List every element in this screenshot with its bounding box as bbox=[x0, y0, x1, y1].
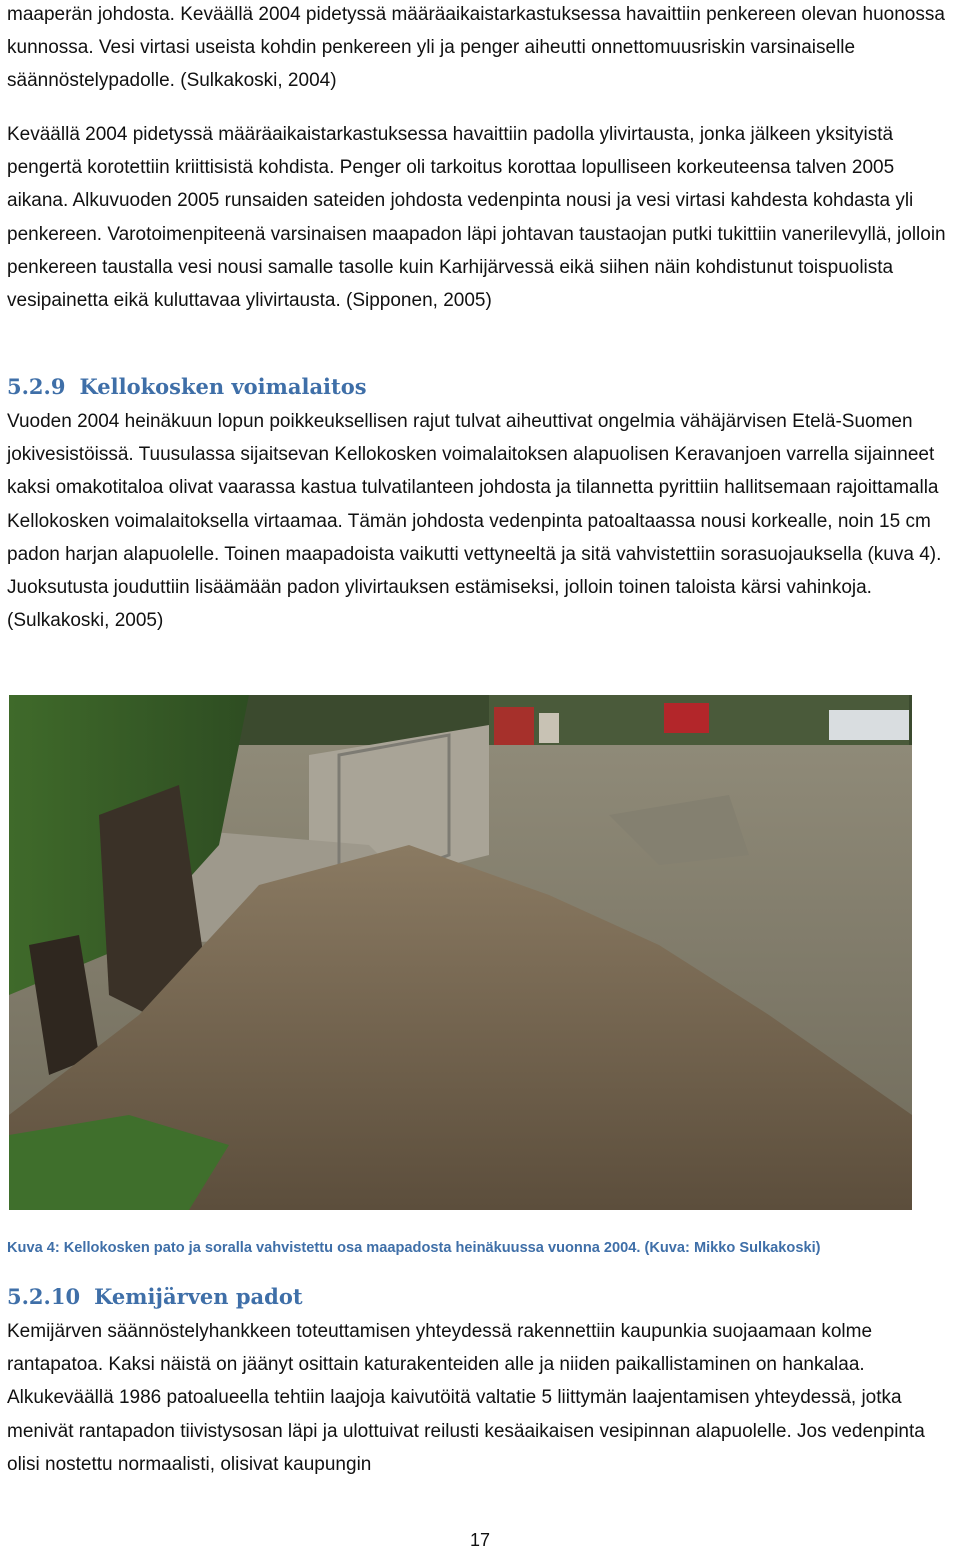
section-title: Kellokosken voimalaitos bbox=[79, 374, 367, 399]
section-5-2-9-body: Vuoden 2004 heinäkuun lopun poikkeuksellisen rajut tulvat aiheuttivat ongelmia vähäjärvisen Etelä-Suomen jokivesistöissä. Tuusulassa sijaitsevan Kellokosken voimalaitoksen alapuolisen Keravanjoen varrella sijainneet kaksi omakotitaloa olivat vaarassa kastua tulvatilanteen johdosta ja tilannetta pyrittiin hallitsemaan rajoittamalla Kellokosken voimalaitoksella virtaamaa. Tämän johdosta vedenpinta patoaltaassa nousi korkealle, noin 15 cm padon harjan alapuolelle. Toinen maapadoista vaikutti vettyneeltä ja sitä vahvistettiin sorasuojauksella (kuva 4). Juoksutusta jouduttiin lisäämään padon ylivirtauksen estämiseksi, jolloin toinen taloista kärsi vahinkoja. (Sulkakoski, 2005) bbox=[7, 411, 942, 632]
section-heading-5-2-9 bbox=[7, 374, 367, 399]
paragraph-2: Keväällä 2004 pidetyssä määräaikaistarkastuksessa havaittiin padolla ylivirtausta, jonka jälkeen yksityistä pengertä korotettiin kriittisistä kohdista. Penger oli tarkoitus korottaa lopulliseen korkeuteensa talven 2005 aikana. Alkuvuoden 2005 runsaiden sateiden johdosta vedenpinta nousi ja vesi virtasi kahdesta kohdasta yli penkereen. Varotoimenpiteenä varsinaisen maapadon läpi johtavan taustaojan putki tukittiin vanerilevyllä, jolloin penkereen taustalla vesi nousi samalle tasolle kuin Karhijärvessä eikä siihen näin kohdistunut toispuolista vesipainetta eikä kuluttavaa ylivirtausta. (Sipponen, 2005) bbox=[7, 124, 946, 312]
section-5-2-10-body: Kemijärven säännöstelyhankkeen toteuttamisen yhteydessä rakennettiin kaupunkia suojaamaan kolme rantapatoa. Kaksi näistä on jäänyt osittain katurakenteiden alle ja niiden paikallistaminen on hankalaa. Alkukeväällä 1986 patoalueella tehtiin laajoja kaivutöitä valtatie 5 liittymän laajentamisen yhteydessä, jotka menivät rantapadon tiivistysosan läpi ja ulottuivat reilusti kesäaikaisen vesipinnan alapuolelle. Jos vedenpinta olisi nostettu normaalisti, olisivat kaupungin bbox=[7, 1321, 925, 1475]
section-title: Kemijärven padot bbox=[94, 1284, 303, 1309]
section-number: 5.2.9 bbox=[7, 374, 66, 399]
flood-photo bbox=[9, 695, 912, 1210]
intro-paragraph: maaperän johdosta. Keväällä 2004 pidetyssä määräaikaistarkastuksessa havaittiin penkereen olevan huonossa kunnossa. Vesi virtasi useista kohdin penkereen yli ja penger aiheutti onnettomuusriskin varsinaiselle säännöstelypadolle. (Sulkakoski, 2004) bbox=[7, 4, 945, 92]
figure-caption: Kuva 4: Kellokosken pato ja soralla vahvistettu osa maapadosta heinäkuussa vuonna 2004. (Kuva: Mikko Sulkakoski) bbox=[7, 1240, 821, 1256]
page-number: 17 bbox=[469, 1530, 491, 1550]
section-number: 5.2.10 bbox=[7, 1284, 81, 1309]
section-heading-5-2-10 bbox=[7, 1284, 303, 1309]
